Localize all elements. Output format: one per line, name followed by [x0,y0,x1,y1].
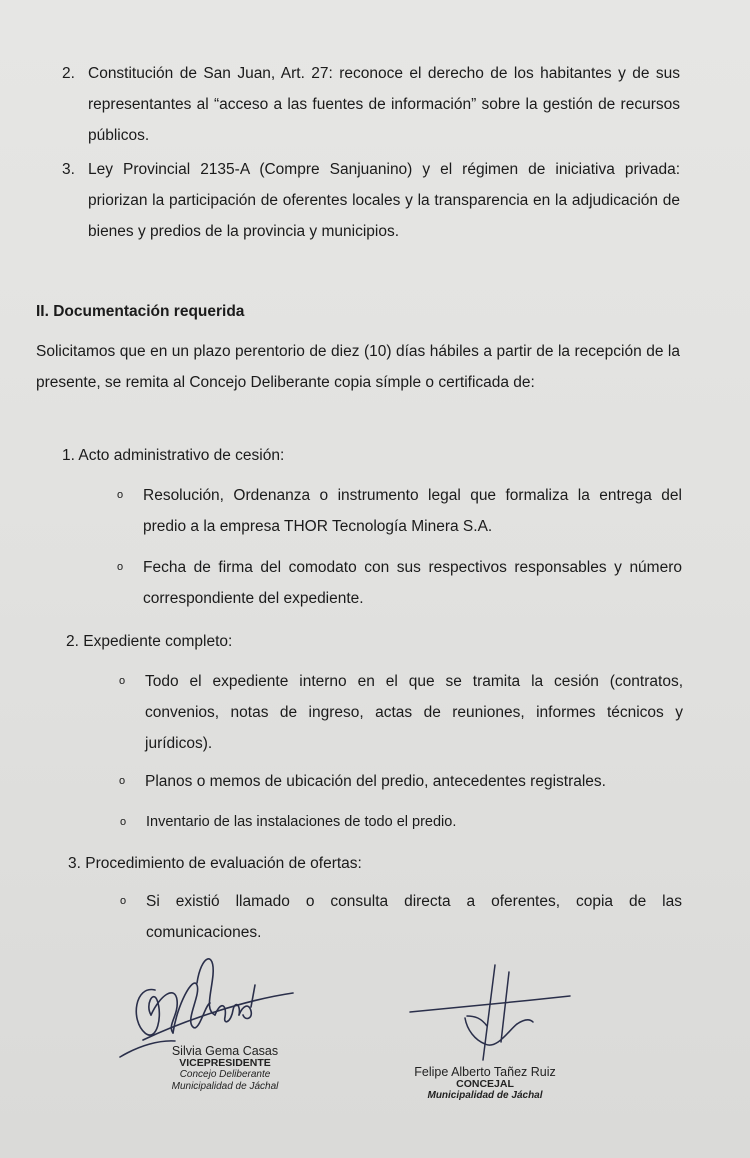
list-item-text: Planos o memos de ubicación del predio, antecedentes registrales. [145,773,606,790]
legal-item-number: 3. [62,161,75,178]
list-item-text: Fecha de firma del comodato con sus respectivos responsables y número correspondiente del expediente. [143,559,682,607]
list-item [119,766,683,797]
list-item-text: Si existió llamado o consulta directa a oferentes, copia de las comunicaciones. [146,893,682,941]
bullet-icon: o [119,675,126,687]
bullet-icon: o [120,816,127,828]
intro-paragraph: Solicitamos que en un plazo perentorio de diez (10) días hábiles a partir de la recepción de la presente, se remita al Concejo Deliberante copia símple o certificada de: [36,343,680,391]
signature-block-1 [150,1045,300,1093]
legal-item [62,58,680,151]
requirement-number: 2. [66,633,79,650]
list-item [119,666,683,759]
signatory-municipality: Municipalidad de Jáchal [171,1081,279,1092]
signatory-municipality: Municipalidad de Jáchal [427,1090,543,1101]
list-item-text: Inventario de las instalaciones de todo el predio. [146,814,457,830]
requirement-title [66,628,232,656]
list-item [120,807,682,838]
signatory-organization: Concejo Deliberante [179,1069,271,1080]
requirement-number: 1. [62,447,75,464]
section-heading: II. Documentación requerida [36,303,245,320]
requirement-number: 3. [68,855,81,872]
list-item [120,886,682,948]
list-item-text: Resolución, Ordenanza o instrumento legal que formaliza la entrega del predio a la empresa THOR Tecnología Minera S.A. [143,487,682,535]
requirement-title-text: Procedimiento de evaluación de ofertas: [85,855,362,872]
signatory-name: Silvia Gema Casas [171,1044,279,1058]
signatory-role: VICEPRESIDENTE [179,1057,271,1069]
signatory-role: CONCEJAL [456,1078,514,1090]
requirement-title-text: Expediente completo: [83,633,233,650]
bullet-icon: o [120,895,127,907]
requirement-title [68,850,362,878]
requirement-title [62,442,284,470]
signatory-name: Felipe Alberto Tañez Ruiz [414,1065,556,1079]
bullet-icon: o [117,561,124,573]
signature-block-2 [395,1066,575,1102]
legal-item-text: Ley Provincial 2135-A (Compre Sanjuanino) y el régimen de iniciativa privada: priorizan la participación de oferentes locales y la transparencia en la adjudicación de bienes y predios de la provincia y municipios. [88,161,680,240]
legal-item-text: Constitución de San Juan, Art. 27: reconoce el derecho de los habitantes y de sus representantes al “acceso a las fuentes de información” sobre la gestión de recursos públicos. [88,65,680,144]
legal-item [62,154,680,247]
requirement-title-text: Acto administrativo de cesión: [78,447,285,464]
list-item [117,480,682,542]
signature-2-handwriting [405,960,580,1070]
legal-item-number: 2. [62,65,75,82]
bullet-icon: o [117,489,124,501]
bullet-icon: o [119,775,126,787]
list-item [117,552,682,614]
list-item-text: Todo el expediente interno en el que se tramita la cesión (contratos, convenios, notas de ingreso, actas de reuniones, informes técnicos y jurídicos). [145,673,683,752]
